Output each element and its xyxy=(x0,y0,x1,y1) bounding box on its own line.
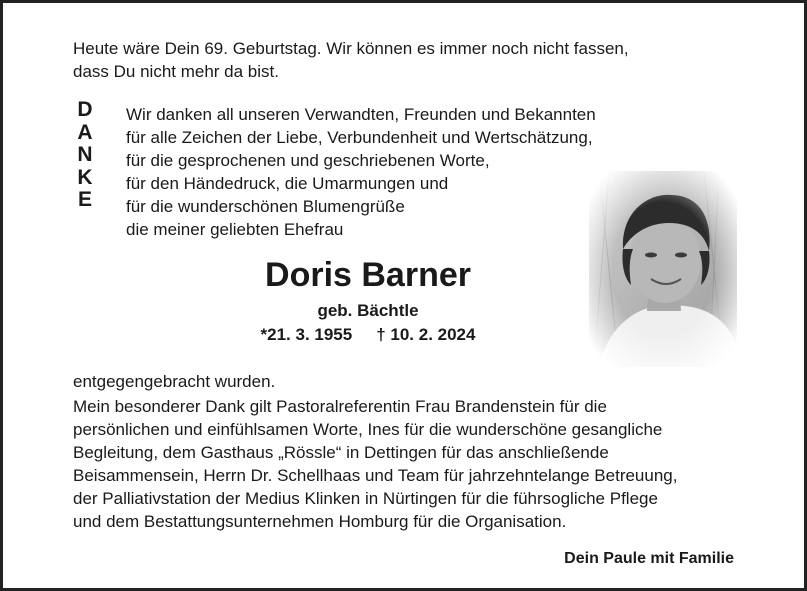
intro-line-2: dass Du nicht mehr da bist. xyxy=(73,62,279,81)
body-line: persönlichen und einfühlsamen Worte, Ines für die wunderschöne gesangliche xyxy=(73,420,663,439)
body-line: der Palliativstation der Medius Klinken in Nürtingen für die führsogliche Pflege xyxy=(73,489,658,508)
danke-letter: D xyxy=(77,98,93,121)
body-line: Beisammensein, Herrn Dr. Schellhaas und Team für jahrzehntelange Betreuung, xyxy=(73,466,678,485)
intro-text xyxy=(73,37,733,83)
thanks-line: für den Händedruck, die Umarmungen und xyxy=(126,174,449,193)
thanks-block xyxy=(126,103,646,241)
intro-line-1: Heute wäre Dein 69. Geburtstag. Wir können es immer noch nicht fassen, xyxy=(73,39,629,58)
body-line: und dem Bestattungsunternehmen Homburg für die Organisation. xyxy=(73,512,567,531)
closing-line: entgegengebracht wurden. xyxy=(73,372,276,391)
deceased-name: Doris Barner xyxy=(265,256,471,294)
danke-letter: E xyxy=(77,188,92,211)
birth-date: *21. 3. 1955 xyxy=(260,325,353,344)
thanks-line: für alle Zeichen der Liebe, Verbundenheit und Wertschätzung, xyxy=(126,128,593,147)
thanks-line: die meiner geliebten Ehefrau xyxy=(126,220,344,239)
special-thanks-block xyxy=(73,395,763,533)
danke-vertical-word xyxy=(70,99,100,212)
thanks-line: für die wunderschönen Blumengrüße xyxy=(126,197,405,216)
body-line: Begleitung, dem Gasthaus „Rössle“ in Dettingen für das anschließende xyxy=(73,443,609,462)
body-line: Mein besonderer Dank gilt Pastoralreferentin Frau Brandenstein für die xyxy=(73,397,607,416)
death-date: † 10. 2. 2024 xyxy=(376,325,476,344)
danke-letter: A xyxy=(77,120,93,144)
thanks-line: Wir danken all unseren Verwandten, Freunden und Bekannten xyxy=(126,105,596,124)
danke-letter: N xyxy=(77,143,93,166)
thanks-line: für die gesprochenen und geschriebenen Worte, xyxy=(126,151,490,170)
portrait-photo xyxy=(589,171,737,367)
danke-letter: K xyxy=(77,165,93,189)
signature: Dein Paule mit Familie xyxy=(564,550,734,567)
birth-name: geb. Bächtle xyxy=(317,301,419,320)
life-dates xyxy=(203,324,533,346)
